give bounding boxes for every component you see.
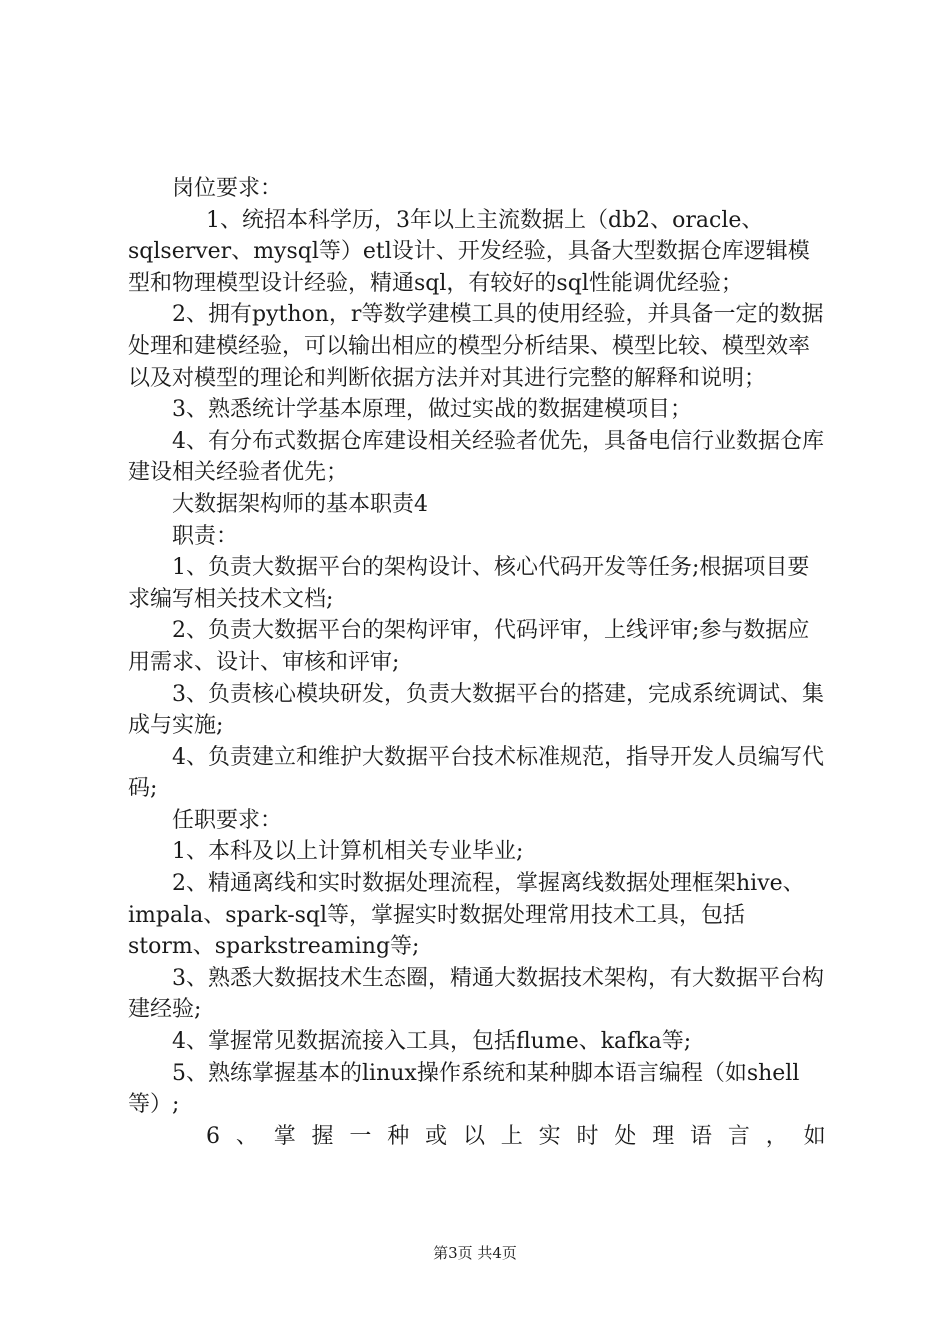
paragraph-req-2: 2、拥有python，r等数学建模工具的使用经验，并具备一定的数据处理和建模经验，可以输出相应的模型分析结果、模型比较、模型效率以及对模型的理论和判断依据方法并对其进行完整的解释和说明； bbox=[128, 302, 824, 391]
page-number-footer: 第3页 共4页 bbox=[433, 1244, 517, 1262]
paragraph-qual-4: 4、掌握常见数据流接入工具，包括flume、kafka等; bbox=[172, 1029, 692, 1055]
paragraph-qual-1: 1、本科及以上计算机相关专业毕业; bbox=[172, 839, 524, 865]
paragraph-req-4: 4、有分布式数据仓库建设相关经验者优先，具备电信行业数据仓库建设相关经验者优先； bbox=[128, 428, 824, 486]
paragraph-qual-5: 5、熟练掌握基本的linux操作系统和某种脚本语言编程（如shell等）; bbox=[128, 1060, 800, 1118]
paragraph-duty-3: 3、负责核心模块研发，负责大数据平台的搭建，完成系统调试、集成与实施; bbox=[128, 681, 824, 739]
paragraph-req-3: 3、熟悉统计学基本原理，做过实战的数据建模项目； bbox=[172, 397, 692, 423]
paragraph-duty-2: 2、负责大数据平台的架构评审，代码评审，上线评审;参与数据应用需求、设计、审核和评审; bbox=[128, 618, 810, 675]
paragraph-req-1: 1、统招本科学历，3年以上主流数据上（db2、oracle、sqlserver、mysql等）etl设计、开发经验，具备大型数据仓库逻辑模型和物理模型设计经验，精通sql，有较好的sql性能调优经验； bbox=[128, 207, 810, 296]
paragraph-heading-requirements: 岗位要求： bbox=[172, 176, 283, 201]
paragraph-heading-qualifications: 任职要求： bbox=[172, 807, 283, 833]
paragraph-duty-4: 4、负责建立和维护大数据平台技术标准规范，指导开发人员编写代码; bbox=[128, 744, 824, 802]
paragraph-heading-duties: 职责： bbox=[172, 523, 239, 549]
document-body bbox=[128, 173, 830, 1152]
paragraph-qual-2: 2、精通离线和实时数据处理流程，掌握离线数据处理框架hive、impala、spark-sql等，掌握实时数据处理常用技术工具，包括storm、sparkstreaming等; bbox=[128, 871, 805, 960]
paragraph-qual-3: 3、熟悉大数据技术生态圈，精通大数据技术架构，有大数据平台构建经验; bbox=[128, 965, 824, 1023]
paragraph-section-title: 大数据架构师的基本职责4 bbox=[172, 491, 428, 517]
paragraph-duty-1: 1、负责大数据平台的架构设计、核心代码开发等任务;根据项目要求编写相关技术文档; bbox=[128, 555, 810, 612]
paragraph-qual-6: 6、掌握一种或以上实时处理语言，如 bbox=[206, 1123, 830, 1149]
